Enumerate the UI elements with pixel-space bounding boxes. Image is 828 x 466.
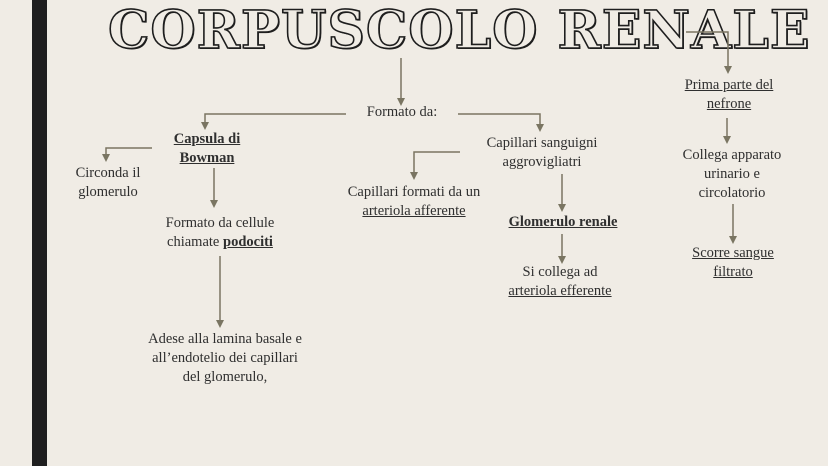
adese-node: Adese alla lamina basale e all’endotelio dei capillari del glomerulo, bbox=[148, 331, 302, 385]
page-title: CORPUSCOLO RENALE bbox=[108, 0, 811, 61]
arrow-capsula-to-circonda bbox=[106, 148, 152, 158]
capillari-node: Capillari sanguigni aggrovigliatri bbox=[486, 135, 598, 170]
capsula-line2: Bowman bbox=[179, 150, 235, 166]
capillari-formati-node: Capillari formati da un arteriola afferente bbox=[347, 184, 481, 219]
formato-da-label: Formato da: bbox=[366, 104, 438, 120]
circonda-node: Circonda il glomerulo bbox=[75, 165, 141, 200]
scorre-node: Scorre sangue filtrato bbox=[692, 245, 774, 280]
arteriola-efferente-link: arteriola efferente bbox=[508, 283, 612, 299]
formato-cellule-node: Formato da cellule chiamate podociti bbox=[165, 215, 275, 250]
si-collega-node: Si collega ad arteriola efferente bbox=[508, 264, 612, 299]
collega-node: Collega apparato urinario e circolatorio bbox=[682, 147, 782, 201]
arrow-formato-to-capsula bbox=[205, 114, 346, 126]
capsula-bowman-node bbox=[152, 130, 262, 168]
podociti-link: podociti bbox=[223, 234, 273, 250]
capsula-line1: Capsula di bbox=[173, 131, 241, 147]
arrow-formato-to-capillari bbox=[458, 114, 540, 128]
arteriola-afferente-link: arteriola afferente bbox=[362, 203, 466, 219]
glomerulo-renale-node: Glomerulo renale bbox=[508, 214, 618, 230]
prima-parte-node: Prima parte del nefrone bbox=[684, 77, 774, 112]
arrow-capillari-to-formati bbox=[414, 152, 460, 176]
arrow-title-to-prima bbox=[686, 32, 728, 70]
